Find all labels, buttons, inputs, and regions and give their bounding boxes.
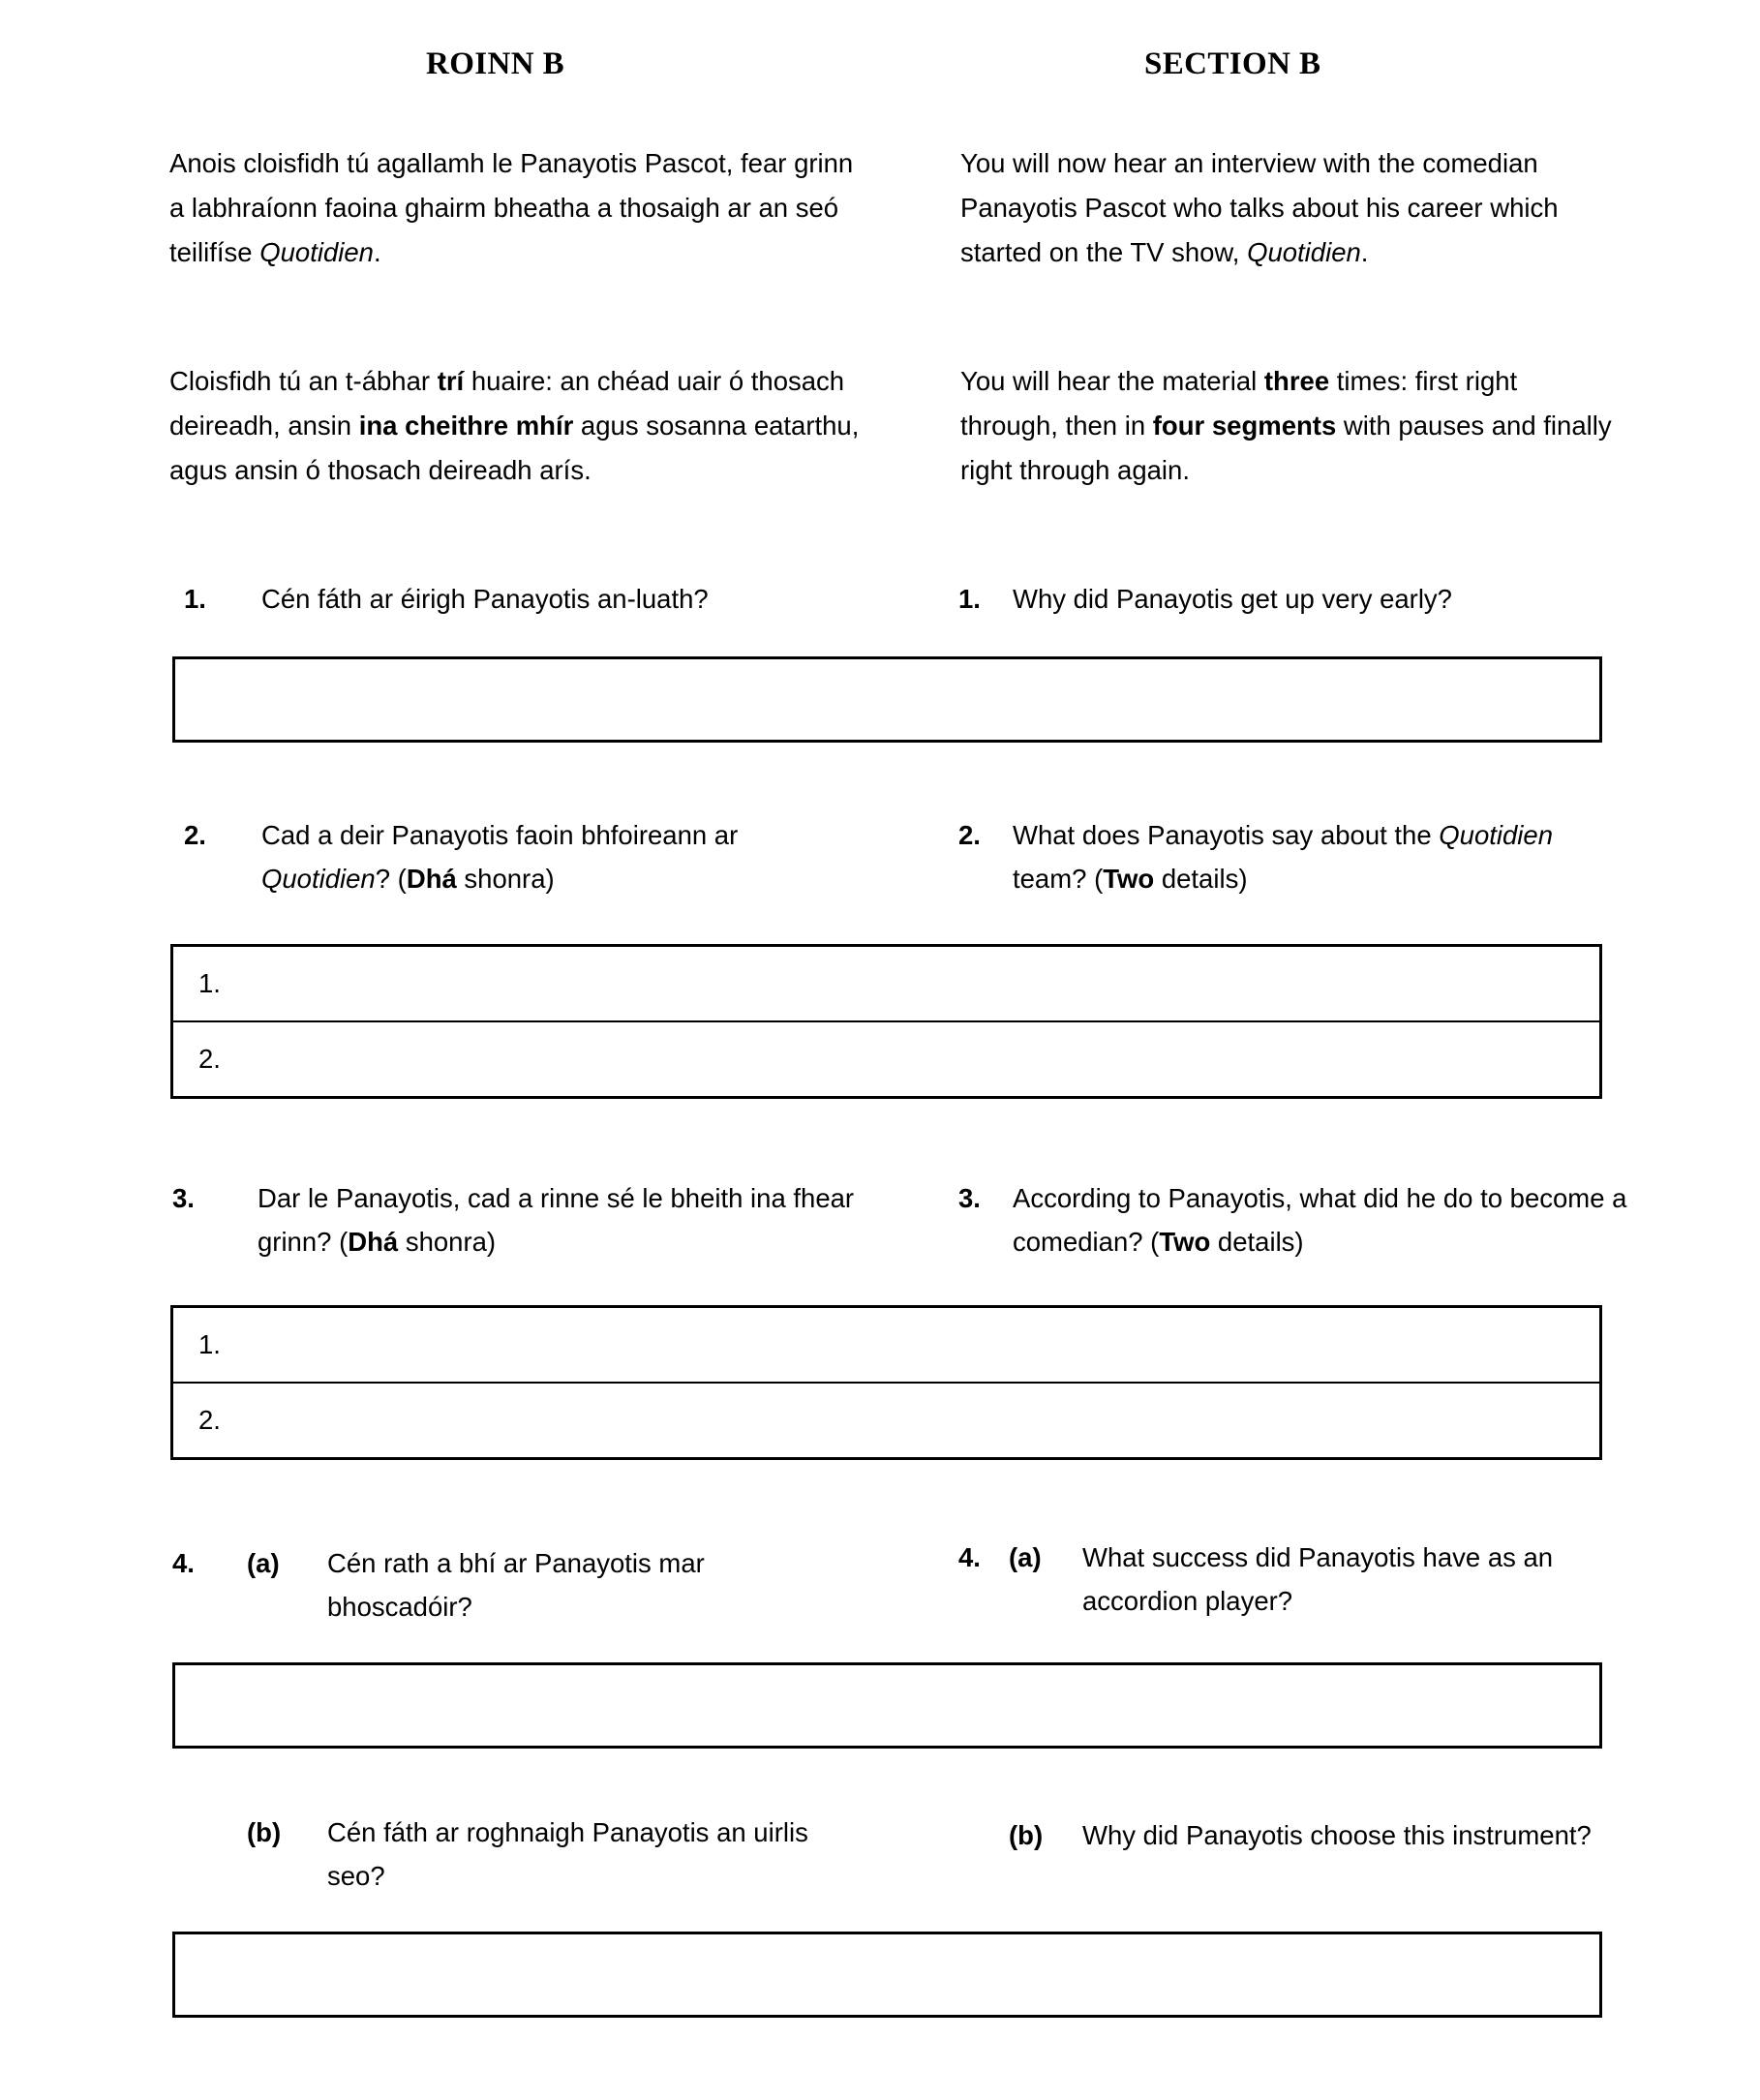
question-2-irish-part2: ? ( [375, 864, 407, 894]
intro-text-irish-1 [169, 141, 866, 275]
intro-english-2-part2: times: first right through, then in [960, 366, 1518, 441]
intro-text-english-1 [960, 141, 1619, 275]
section-header-english: SECTION B [1144, 46, 1321, 81]
answer-table-question-2 [170, 944, 1602, 1099]
question-2-english-part1: What does Panayotis say about the [1013, 820, 1440, 850]
intro-paragraph-1-irish [169, 141, 866, 275]
question-2-english-bold: Two [1103, 864, 1155, 894]
question-3-text-irish [258, 1176, 858, 1263]
question-4a-sublabel-irish: (a) [247, 1548, 280, 1578]
question-2-number-english: 2. [958, 820, 981, 850]
intro-irish-2-part3: agus sosanna eatarthu, agus ansin ó thosach deireadh arís. [169, 411, 860, 485]
question-2-irish-part1: Cad a deir Panayotis faoin bhfoireann ar [261, 820, 739, 850]
intro-irish-1-tail: . [373, 237, 381, 267]
answer-row-1-label: 1. [198, 1329, 221, 1359]
question-2-irish-italic: Quotidien [261, 864, 376, 894]
answer-box-question-4a[interactable] [172, 1662, 1602, 1749]
question-4b-sublabel-irish: (b) [247, 1817, 282, 1847]
intro-english-1-italic: Quotidien [1247, 237, 1361, 267]
question-2-irish-part3: shonra) [456, 864, 555, 894]
question-3-english-bold: Two [1159, 1227, 1211, 1257]
question-2-text-irish [261, 813, 862, 900]
question-2-irish-bold: Dhá [406, 864, 457, 894]
section-headers [0, 46, 1760, 93]
question-4-number-irish: 4. [172, 1548, 195, 1578]
question-2-english-part3: details) [1154, 864, 1248, 894]
intro-irish-2-bold1: trí [437, 366, 465, 396]
question-4b-sublabel-english: (b) [1009, 1820, 1044, 1850]
question-2-english-part2: team? ( [1013, 864, 1104, 894]
answer-row-1-label: 1. [198, 968, 221, 998]
question-3-number-english: 3. [958, 1183, 981, 1213]
question-1-text-irish: Cén fáth ar éirigh Panayotis an-luath? [261, 584, 709, 614]
intro-text-english-2 [960, 359, 1619, 493]
question-2-text-english [1013, 813, 1632, 900]
answer-table-question-3 [170, 1305, 1602, 1460]
question-4b-text-irish: Cén fáth ar roghnaigh Panayotis an uirlis seo? [327, 1817, 808, 1891]
question-2-english-italic: Quotidien [1439, 820, 1554, 850]
question-4a-text-english: What success did Panayotis have as an accordion player? [1082, 1542, 1554, 1616]
answer-box-question-4b[interactable] [172, 1932, 1602, 2018]
intro-english-2-part1: You will hear the material [960, 366, 1264, 396]
answer-row-2-label: 2. [198, 1044, 221, 1074]
intro-english-2-bold1: three [1263, 366, 1330, 396]
answer-row-1[interactable] [173, 1308, 1599, 1382]
question-4a-sublabel-english: (a) [1009, 1542, 1042, 1572]
intro-english-1-tail: . [1360, 237, 1369, 267]
question-1-text-english: Why did Panayotis get up very early? [1013, 584, 1452, 614]
question-3-english-part1: According to Panayotis, what did he do to become a comedian? ( [1013, 1183, 1627, 1257]
intro-paragraph-1-english [960, 141, 1619, 275]
question-3-english-part2: details) [1210, 1227, 1304, 1257]
intro-english-1-text: You will now hear an interview with the comedian Panayotis Pascot who talks about his career which started on the TV show, [960, 148, 1559, 267]
intro-irish-1-text: Anois cloisfidh tú agallamh le Panayotis Pascot, fear grinn a labhraíonn faoina ghairm bheatha a thosaigh ar an seó teilifíse [169, 148, 854, 267]
question-1-number-irish: 1. [184, 584, 206, 614]
question-3-number-irish: 3. [172, 1183, 195, 1213]
intro-paragraph-2-irish [169, 359, 866, 493]
intro-irish-2-part2: huaire: an chéad uair ó thosach deireadh, ansin [169, 366, 845, 441]
question-4a-text-irish: Cén rath a bhí ar Panayotis mar bhoscadóir? [327, 1548, 705, 1622]
answer-row-2-label: 2. [198, 1405, 221, 1435]
intro-text-irish-2 [169, 359, 866, 493]
answer-row-2[interactable] [173, 1020, 1599, 1096]
intro-paragraph-2-english [960, 359, 1619, 493]
answer-row-2[interactable] [173, 1382, 1599, 1457]
intro-irish-1-italic: Quotidien [259, 237, 374, 267]
intro-english-2-part3: with pauses and finally right through again. [960, 411, 1612, 485]
section-header-irish: ROINN B [426, 46, 565, 81]
question-3-irish-part2: shonra) [398, 1227, 497, 1257]
intro-irish-2-bold2: ina cheithre mhír [358, 411, 574, 441]
intro-english-2-bold2: four segments [1152, 411, 1337, 441]
answer-box-question-1[interactable] [172, 656, 1602, 743]
question-2-number-irish: 2. [184, 820, 206, 850]
question-3-irish-part1: Dar le Panayotis, cad a rinne sé le bheith ina fhear grinn? ( [258, 1183, 855, 1257]
question-3-text-english [1013, 1176, 1632, 1263]
question-4b-text-english: Why did Panayotis choose this instrument? [1082, 1820, 1592, 1850]
question-3-irish-bold: Dhá [348, 1227, 399, 1257]
intro-irish-2-part1: Cloisfidh tú an t-ábhar [169, 366, 438, 396]
answer-row-1[interactable] [173, 947, 1599, 1020]
question-1-number-english: 1. [958, 584, 981, 614]
question-4-number-english: 4. [958, 1542, 981, 1572]
